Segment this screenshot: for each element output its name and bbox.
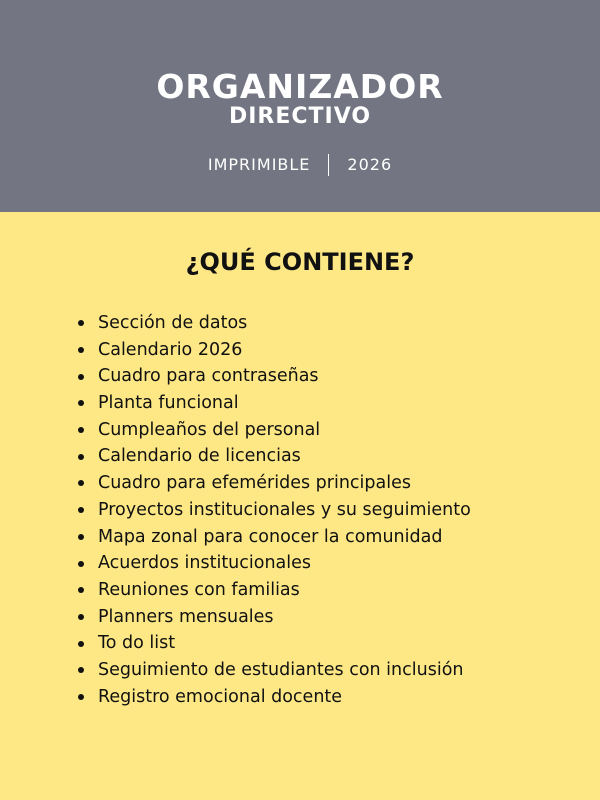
page-subtitle: DIRECTIVO xyxy=(228,104,372,129)
list-item-label: Reuniones con familias xyxy=(98,579,300,600)
meta-line xyxy=(0,154,600,176)
list-item xyxy=(78,524,471,551)
bullet-icon xyxy=(78,641,84,647)
list-item xyxy=(78,443,471,470)
bullet-icon xyxy=(78,374,84,380)
list-item xyxy=(78,363,471,390)
list-item-label: Planners mensuales xyxy=(98,606,274,627)
list-item-label: Cumpleaños del personal xyxy=(98,419,321,440)
list-item-label: Cuadro para contraseñas xyxy=(98,366,319,387)
bullet-icon xyxy=(78,667,84,673)
list-item xyxy=(78,684,471,711)
bullet-icon xyxy=(78,320,84,326)
bullet-icon xyxy=(78,587,84,593)
list-item-label: Acuerdos institucionales xyxy=(98,553,312,574)
bullet-icon xyxy=(78,454,84,460)
list-item xyxy=(78,577,471,604)
page-title: ORGANIZADOR xyxy=(156,67,444,106)
bullet-icon xyxy=(78,427,84,433)
bullet-icon xyxy=(78,614,84,620)
list-item xyxy=(78,310,471,337)
meta-divider xyxy=(328,154,329,176)
list-item xyxy=(78,417,471,444)
list-item xyxy=(78,497,471,524)
list-item-label: Sección de datos xyxy=(98,313,248,333)
contents-list xyxy=(78,310,471,710)
list-item xyxy=(78,550,471,577)
list-item xyxy=(78,337,471,364)
bullet-icon xyxy=(78,347,84,353)
list-item-label: Registro emocional docente xyxy=(98,686,343,707)
contents-heading: ¿QUÉ CONTIENE? xyxy=(185,248,415,276)
list-item-label: Calendario 2026 xyxy=(98,339,243,360)
bullet-icon xyxy=(78,400,84,406)
list-item-label: To do list xyxy=(98,633,176,654)
list-item-label: Seguimiento de estudiantes con inclusión xyxy=(98,659,464,680)
list-item-label: Mapa zonal para conocer la comunidad xyxy=(98,526,443,547)
list-item-label: Cuadro para efemérides principales xyxy=(98,473,411,494)
bullet-icon xyxy=(78,694,84,700)
list-item-label: Planta funcional xyxy=(98,393,239,414)
list-item-label: Calendario de licencias xyxy=(98,446,301,467)
list-item xyxy=(78,604,471,631)
bullet-icon xyxy=(78,507,84,513)
list-item xyxy=(78,470,471,497)
bullet-icon xyxy=(78,480,84,486)
list-item xyxy=(78,630,471,657)
format-tag: IMPRIMIBLE xyxy=(207,155,311,174)
list-item xyxy=(78,657,471,684)
bullet-icon xyxy=(78,561,84,567)
bullet-icon xyxy=(78,534,84,540)
list-item xyxy=(78,390,471,417)
list-item-label: Proyectos institucionales y su seguimiento xyxy=(98,499,471,520)
year-tag: 2026 xyxy=(347,155,393,174)
header-banner xyxy=(0,0,600,212)
